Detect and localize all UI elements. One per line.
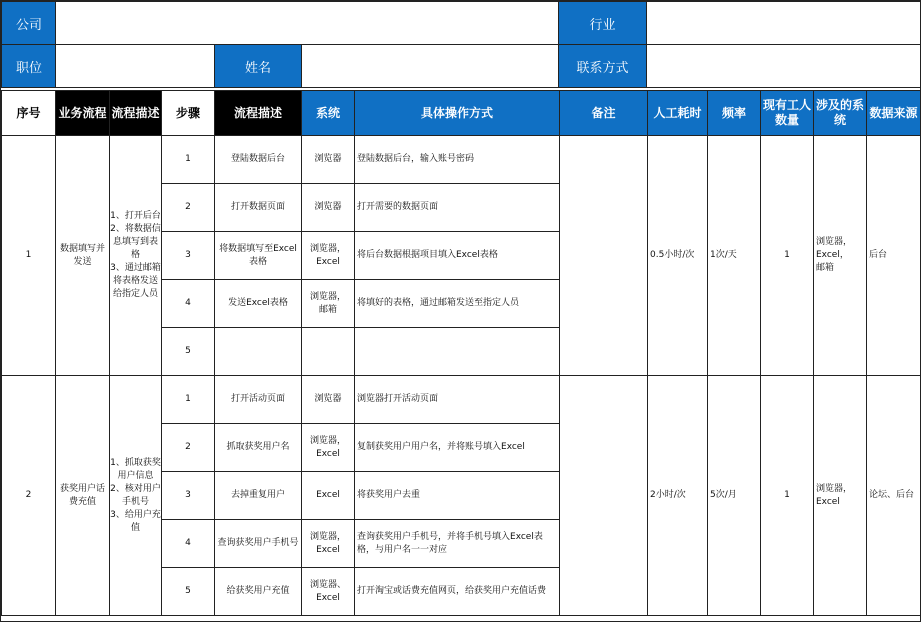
step-operation: 打开需要的数据页面 (355, 184, 560, 232)
table-row (2, 376, 921, 424)
step-no: 5 (162, 568, 215, 616)
name-label: 姓名 (215, 45, 302, 88)
step-system: 浏览器、 Excel (302, 568, 355, 616)
step-system: 浏览器， Excel (302, 424, 355, 472)
step-no: 3 (162, 232, 215, 280)
step-operation (355, 328, 560, 376)
info-table (1, 1, 921, 88)
contact-label: 联系方式 (559, 45, 647, 88)
col-operation: 具体操作方式 (355, 91, 560, 136)
col-workers: 现有工人数量 (761, 91, 814, 136)
seq-cell: 1 (2, 136, 56, 376)
col-systems: 涉及的系统 (814, 91, 867, 136)
industry-label: 行业 (559, 2, 647, 45)
col-step-desc: 流程描述 (215, 91, 302, 136)
company-label: 公司 (2, 2, 56, 45)
step-operation: 将后台数据根据项目填入Excel表格 (355, 232, 560, 280)
seq-cell: 2 (2, 376, 56, 616)
step-operation: 查询获奖用户手机号，并将手机号填入Excel表格，与用户名一一对应 (355, 520, 560, 568)
hours-cell: 2小时/次 (648, 376, 708, 616)
step-no: 2 (162, 424, 215, 472)
step-no: 3 (162, 472, 215, 520)
col-freq: 频率 (708, 91, 761, 136)
remark-cell (560, 376, 648, 616)
step-desc (215, 328, 302, 376)
step-no: 5 (162, 328, 215, 376)
step-no: 1 (162, 376, 215, 424)
company-field[interactable] (56, 2, 559, 45)
freq-cell: 5次/月 (708, 376, 761, 616)
step-operation: 登陆数据后台，输入账号密码 (355, 136, 560, 184)
biz-cell: 获奖用户话费充值 (56, 376, 110, 616)
step-operation: 浏览器打开活动页面 (355, 376, 560, 424)
step-system: 浏览器， Excel (302, 232, 355, 280)
systems-cell: 浏览器， Excel， 邮箱 (814, 136, 867, 376)
contact-field[interactable] (647, 45, 921, 88)
step-system: 浏览器， Excel (302, 520, 355, 568)
desc-cell: 1、抓取获奖用户信息 2、核对用户手机号 3、给用户充值 (110, 376, 162, 616)
step-no: 4 (162, 280, 215, 328)
step-no: 4 (162, 520, 215, 568)
step-system: 浏览器 (302, 136, 355, 184)
position-label: 职位 (2, 45, 56, 88)
step-system: Excel (302, 472, 355, 520)
remark-cell (560, 136, 648, 376)
step-system: 浏览器 (302, 184, 355, 232)
hours-cell: 0.5小时/次 (648, 136, 708, 376)
biz-cell: 数据填写并发送 (56, 136, 110, 376)
step-desc: 给获奖用户充值 (215, 568, 302, 616)
position-field[interactable] (56, 45, 215, 88)
step-operation: 复制获奖用户用户名，并将账号填入Excel (355, 424, 560, 472)
step-no: 2 (162, 184, 215, 232)
step-desc: 去掉重复用户 (215, 472, 302, 520)
source-cell: 论坛、后台 (867, 376, 921, 616)
systems-cell: 浏览器， Excel (814, 376, 867, 616)
name-field[interactable] (302, 45, 559, 88)
source-cell: 后台 (867, 136, 921, 376)
col-biz-process: 业务流程 (56, 91, 110, 136)
step-no: 1 (162, 136, 215, 184)
step-desc: 打开活动页面 (215, 376, 302, 424)
step-operation: 将获奖用户去重 (355, 472, 560, 520)
step-desc: 登陆数据后台 (215, 136, 302, 184)
col-step: 步骤 (162, 91, 215, 136)
step-system: 浏览器 (302, 376, 355, 424)
workers-cell: 1 (761, 376, 814, 616)
process-table (1, 90, 921, 616)
col-system: 系统 (302, 91, 355, 136)
col-hours: 人工耗时 (648, 91, 708, 136)
workers-cell: 1 (761, 136, 814, 376)
step-system: 浏览器， 邮箱 (302, 280, 355, 328)
step-desc: 将数据填写至Excel表格 (215, 232, 302, 280)
table-row (2, 136, 921, 184)
industry-field[interactable] (647, 2, 921, 45)
step-desc: 抓取获奖用户名 (215, 424, 302, 472)
step-desc: 打开数据页面 (215, 184, 302, 232)
step-operation: 打开淘宝或话费充值网页，给获奖用户充值话费 (355, 568, 560, 616)
col-process-desc: 流程描述 (110, 91, 162, 136)
col-source: 数据来源 (867, 91, 921, 136)
step-desc: 发送Excel表格 (215, 280, 302, 328)
step-desc: 查询获奖用户手机号 (215, 520, 302, 568)
step-system (302, 328, 355, 376)
col-remark: 备注 (560, 91, 648, 136)
desc-cell: 1、打开后台 2、将数据信息填写到表格 3、通过邮箱将表格发送给指定人员 (110, 136, 162, 376)
freq-cell: 1次/天 (708, 136, 761, 376)
step-operation: 将填好的表格，通过邮箱发送至指定人员 (355, 280, 560, 328)
col-seq: 序号 (2, 91, 56, 136)
